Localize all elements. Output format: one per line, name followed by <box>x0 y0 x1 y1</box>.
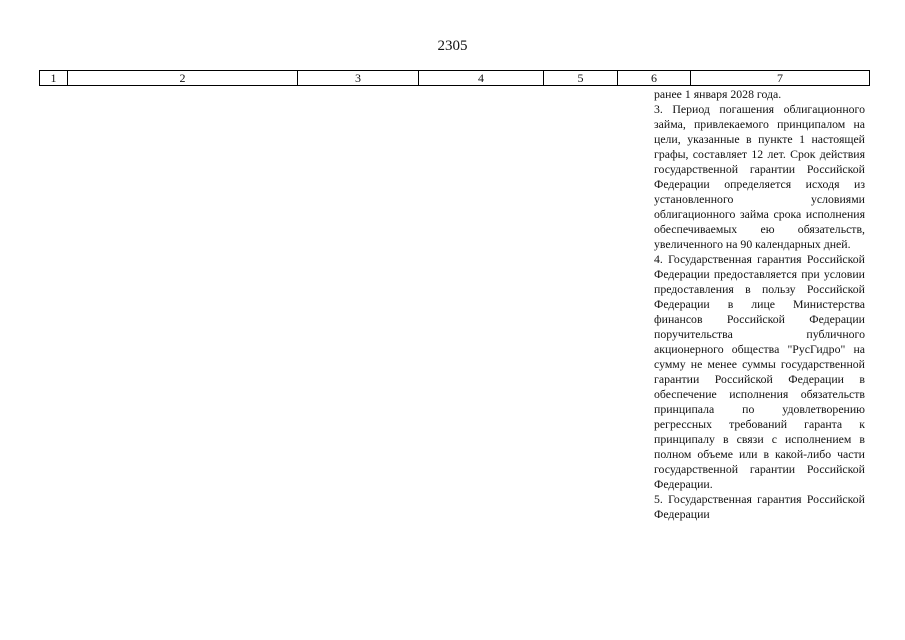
column-number-7: 7 <box>691 71 870 86</box>
column-number-3: 3 <box>298 71 419 86</box>
column-number-5: 5 <box>544 71 618 86</box>
table-header <box>39 70 870 86</box>
item-3-text: 3. Период погашения облигационного займа, привлекаемого принципалом на цели, указанные в пункте 1 настоящей графы, составляет 12 лет. Срок действия государственной гарантии Российской Федерации определяется исходя из установленного условиями облигационного займа срока исполнения обеспечиваемых ею обязательств, увеличенного на 90 календарных дней. <box>654 102 865 251</box>
column-number-1: 1 <box>40 71 68 86</box>
column-7-text <box>654 87 865 522</box>
column-number-4: 4 <box>419 71 544 86</box>
continuation-text: ранее 1 января 2028 года. <box>654 87 782 101</box>
item-4-text: 4. Государственная гарантия Российской Федерации предоставляется при условии предоставления в пользу Российской Федерации в лице Министерства финансов Российской Федерации поручительства публичного акционерного общества "РусГидро" на сумму не менее суммы государственной гарантии Российской Федерации в обеспечение исполнения обязательств принципала по удовлетворению регрессных требований гаранта к принципалу в связи с исполнением в полном объеме или в какой-либо части государственной гарантии Российской Федерации. <box>654 252 865 491</box>
page-number: 2305 <box>437 38 468 54</box>
column-number-6: 6 <box>618 71 691 86</box>
item-5-text: 5. Государственная гарантия Российской Федерации <box>654 492 865 521</box>
table-header-row <box>40 71 870 86</box>
column-number-2: 2 <box>68 71 298 86</box>
